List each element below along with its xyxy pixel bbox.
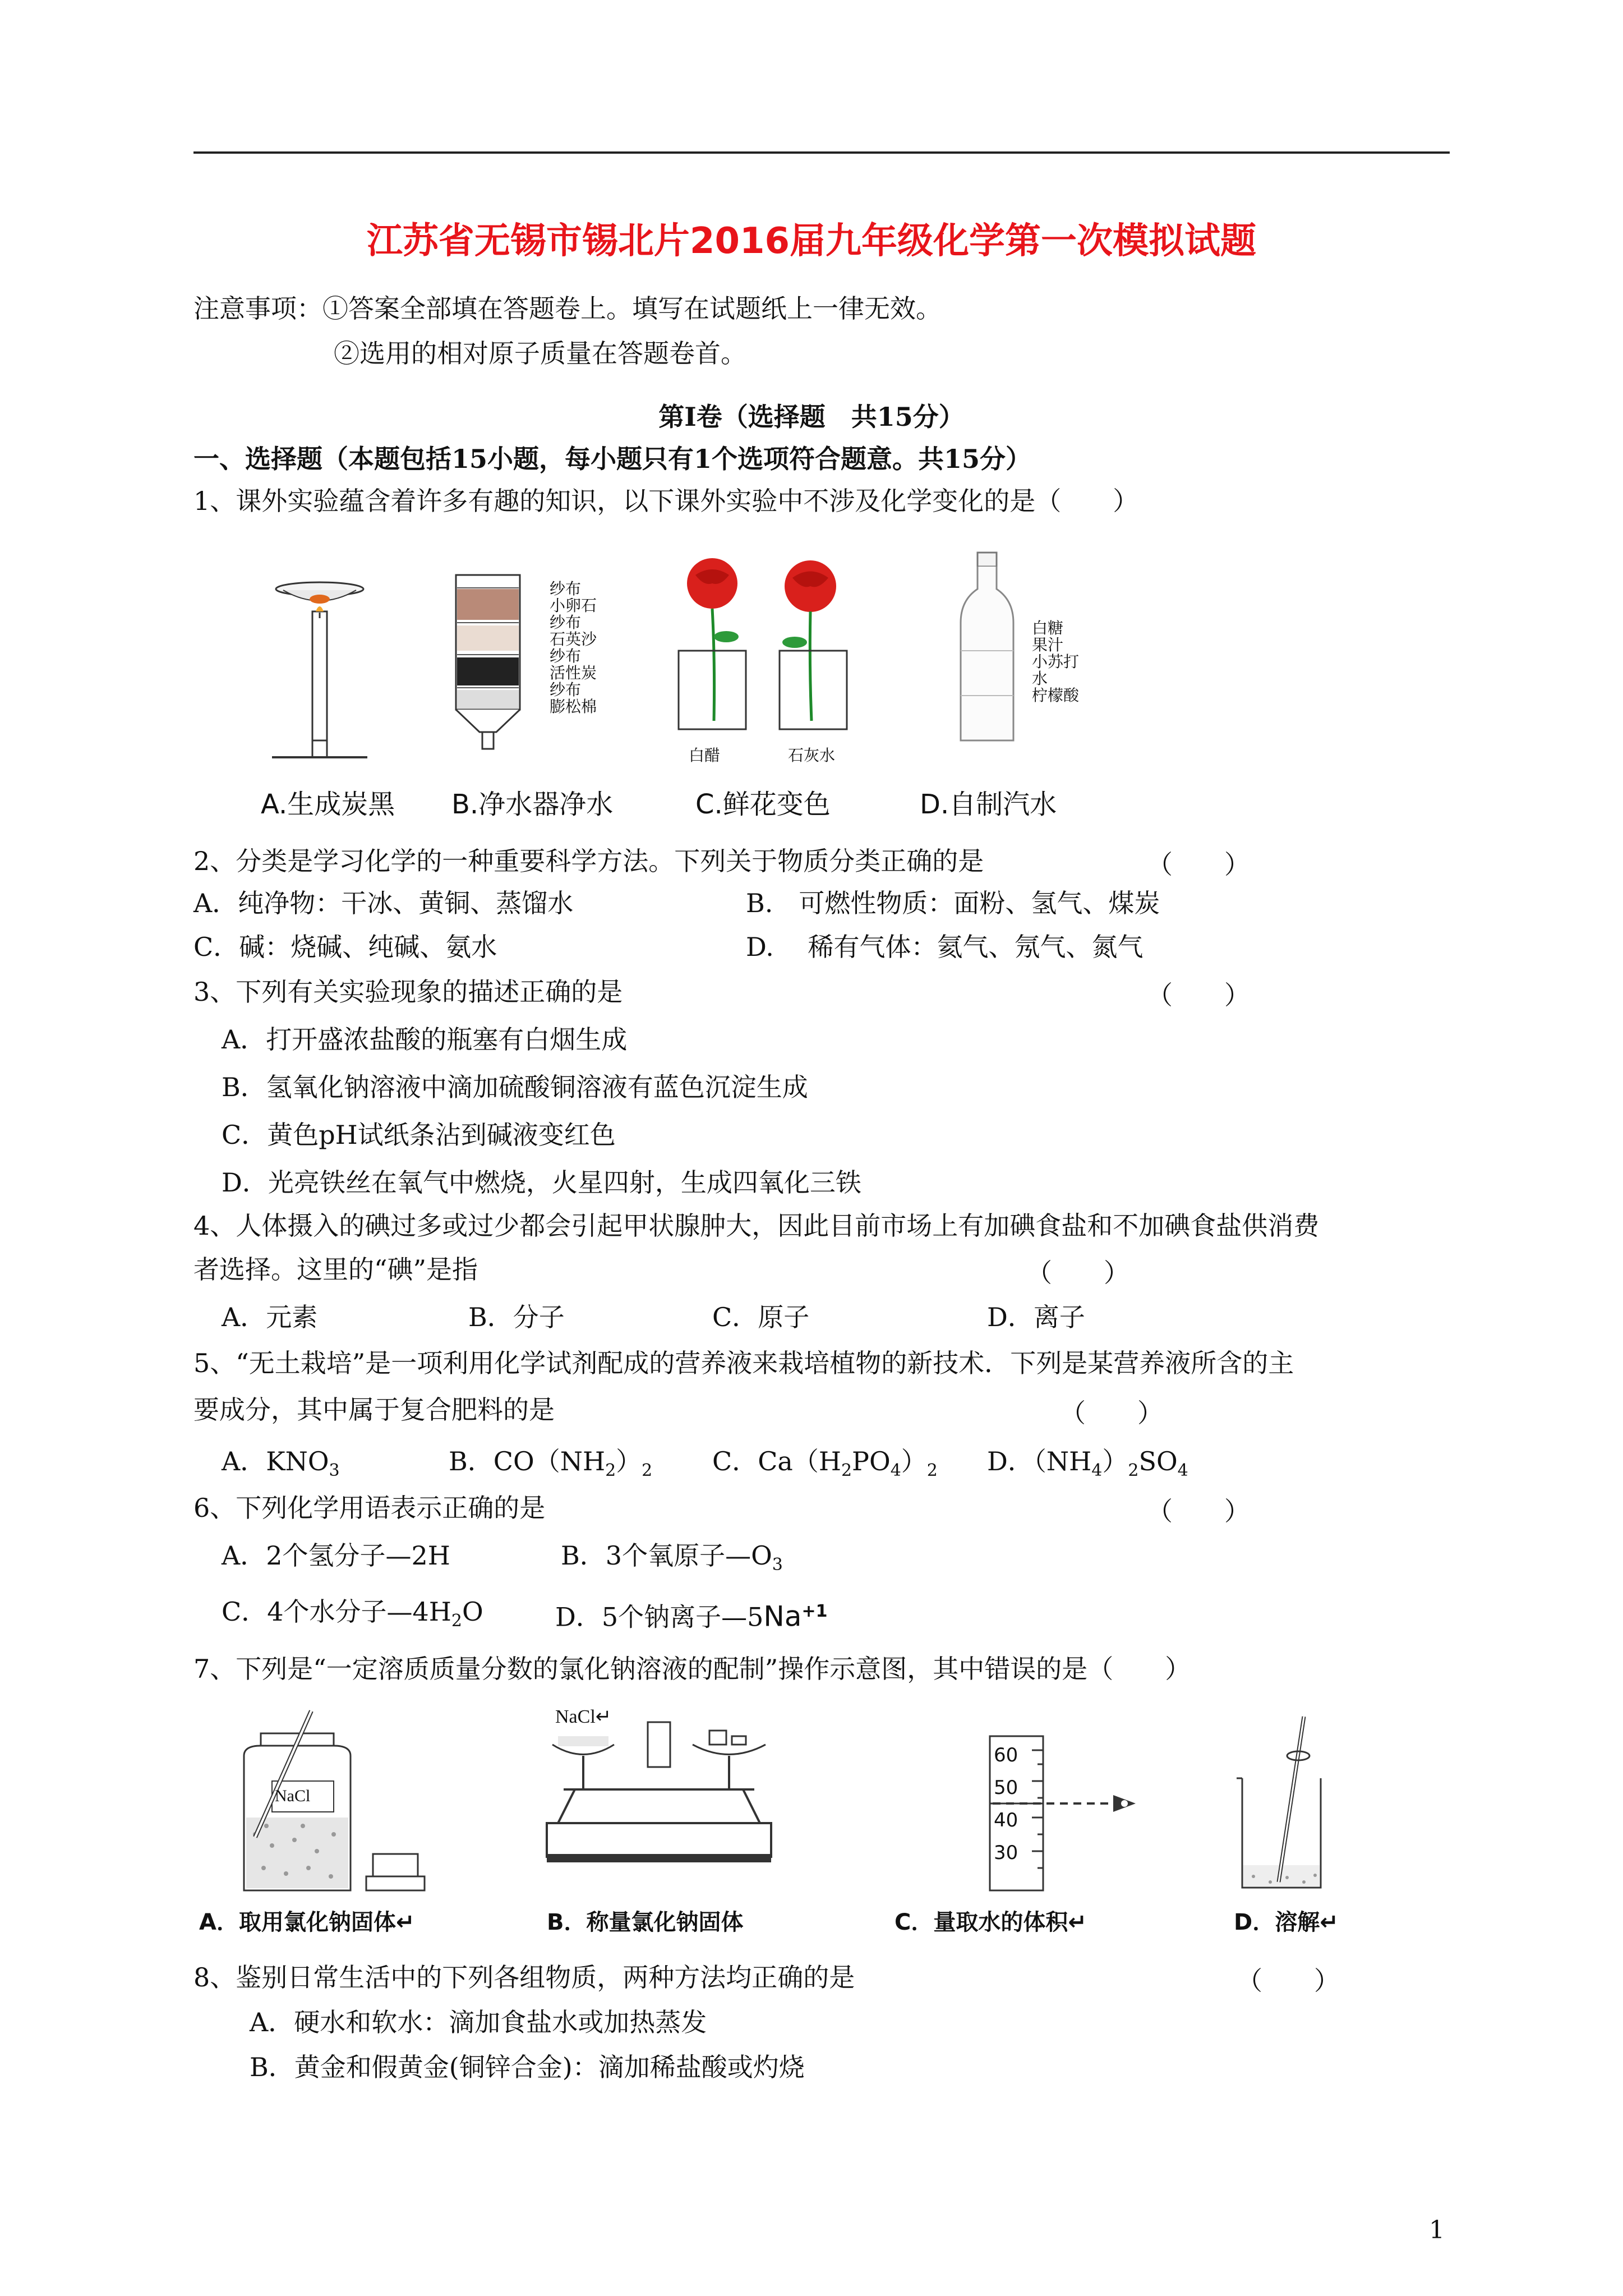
q5-d-mid-2: SO [1138,1446,1178,1476]
q5-c-text: C．Ca（H [712,1446,841,1476]
q5-option-d [987,1444,1188,1488]
notes-line-1 [193,292,942,325]
q2-option-d: D. 稀有气体：氦气、氖气、氮气 [746,932,1144,962]
q5-answer-paren: （ ） [1060,1398,1163,1428]
filter-layer-6: 活性炭 [550,664,597,682]
q7-caption-d: D．溶解↵ [1234,1910,1339,1935]
q6-option-a: A．2个氢分子—2H [222,1540,450,1571]
q7-cylinder-ticks [994,1739,1018,1869]
bottle-label-1: 白糖 [1032,619,1064,637]
q5-c-sub-3: 2 [926,1461,938,1481]
q6-stem: 6、下列化学用语表示正确的是 [193,1493,546,1523]
q7-figure-a-jar [233,1705,435,1896]
q4-answer-paren: （ ） [1026,1258,1129,1288]
part-title: 一、选择题（本题包括15小题，每小题只有1个选项符合题意。共15分） [193,444,1032,474]
q7-scale-label: NaCl↵ [555,1706,612,1727]
exam-title: 江苏省无锡市锡北片2016届九年级化学第一次模拟试题 [366,220,1257,262]
q6-c-sub: 2 [451,1611,462,1631]
bottle-label-4: 水 [1032,669,1048,688]
q4-stem-line-2: 者选择。这里的“碘”是指 [193,1254,478,1285]
tick-30: 30 [994,1842,1018,1864]
bottle-label-2: 果汁 [1032,636,1064,654]
q1-bottle-labels [1032,620,1079,704]
q5-b-text: B．CO（NH [449,1446,606,1476]
notes-label: 注意事项： [193,293,322,324]
filter-layer-2: 小卵石 [550,596,597,615]
q4-option-d: D．离子 [987,1302,1085,1332]
q1-figure-c-roses [670,553,861,738]
filter-layer-8: 膨松棉 [550,697,597,716]
filter-layer-3: 纱布 [550,613,582,632]
tick-50: 50 [994,1777,1018,1799]
q6-d-text: D．5个钠离子—5 [555,1602,764,1632]
q6-d-sup: +1 [801,1602,828,1621]
q1-filter-layer-labels [550,581,597,715]
q5-d-text: D．（NH [987,1446,1092,1476]
q5-d-sub-2: 2 [1128,1461,1139,1481]
q2-stem: 2、分类是学习化学的一种重要科学方法。下列关于物质分类正确的是 [193,846,984,876]
q7-figure-d-beaker [1225,1714,1338,1899]
q1-figure-a-candle [272,578,367,763]
q1-caption-b: B.净水器净水 [451,789,614,820]
q5-d-mid: ） [1102,1446,1128,1476]
q6-c-text: C．4个水分子—4H [222,1596,451,1627]
q6-b-text: B．3个氧原子—O [561,1540,772,1571]
q1-figure-d-bottle [956,550,1018,746]
q7-jar-label: NaCl [275,1787,311,1805]
q6-d-na: Na [763,1600,802,1633]
q8-stem: 8、鉴别日常生活中的下列各组物质，两种方法均正确的是 [193,1962,855,1993]
section-title: 第Ⅰ卷（选择题 共15分） [658,402,965,432]
q1-caption-a: A.生成炭黑 [261,789,395,820]
q1-stem: 1、课外实验蕴含着许多有趣的知识，以下课外实验中不涉及化学变化的是（ ） [193,486,1139,516]
q5-stem-line-2: 要成分，其中属于复合肥料的是 [193,1395,555,1425]
q4-option-b: B．分子 [468,1302,565,1332]
q1-caption-d: D.自制汽水 [920,789,1057,820]
q8-answer-paren: （ ） [1237,1966,1340,1996]
bottle-label-3: 小苏打 [1032,652,1080,671]
q7-caption-b: B．称量氯化钠固体 [547,1910,744,1935]
q5-option-c [712,1444,938,1488]
q5-c-sub-1: 2 [841,1461,852,1481]
q3-option-a: A．打开盛浓盐酸的瓶塞有白烟生成 [222,1024,628,1055]
q6-option-b [561,1539,783,1582]
q1-figure-b-filter [451,572,524,752]
q6-c-post: O [462,1596,483,1627]
q5-a-text: A．KNO [222,1446,329,1476]
q1-cup-label-2: 石灰水 [788,746,836,765]
filter-layer-4: 石英沙 [550,630,597,648]
q3-option-d: D．光亮铁丝在氧气中燃烧，火星四射，生成四氧化三铁 [222,1167,861,1198]
q3-option-b: B．氢氧化钠溶液中滴加硫酸铜溶液有蓝色沉淀生成 [222,1072,808,1102]
q5-option-a [222,1444,340,1488]
q1-caption-c: C.鲜花变色 [695,789,831,820]
q8-option-b: B．黄金和假黄金(铜锌合金)：滴加稀盐酸或灼烧 [250,2052,805,2082]
q4-option-a: A．元素 [222,1302,318,1332]
filter-layer-1: 纱布 [550,579,582,598]
q5-stem-line-1: 5、“无土栽培”是一项利用化学试剂配成的营养液来栽培植物的新技术．下列是某营养液所含的主 [193,1348,1294,1378]
q3-answer-paren: （ ） [1147,980,1250,1010]
q5-b-mid: ） [616,1446,642,1476]
q8-option-a: A．硬水和软水：滴加食盐水或加热蒸发 [250,2007,707,2037]
q6-b-sub: 3 [772,1555,783,1575]
q1-cup-label-1: 白醋 [689,746,721,765]
tick-60: 60 [994,1744,1018,1766]
q2-option-a: A．纯净物：干冰、黄铜、蒸馏水 [193,888,574,918]
q6-answer-paren: （ ） [1147,1496,1250,1526]
q5-a-sub: 3 [329,1461,340,1481]
q4-option-c: C．原子 [712,1302,810,1332]
filter-layer-7: 纱布 [550,680,582,699]
q7-caption-a: A．取用氯化钠固体↵ [199,1910,415,1935]
page-number: 1 [1429,2216,1445,2244]
q6-option-d [555,1595,827,1634]
q5-b-sub-2: 2 [642,1461,653,1481]
q7-caption-c: C．量取水的体积↵ [895,1910,1087,1935]
filter-layer-5: 纱布 [550,647,582,665]
q7-stem: 7、下列是“一定溶质质量分数的氯化钠溶液的配制”操作示意图，其中错误的是（ ） [193,1654,1191,1684]
q2-answer-paren: （ ） [1147,849,1250,880]
q5-b-sub-1: 2 [605,1461,616,1481]
q3-stem: 3、下列有关实验现象的描述正确的是 [193,977,623,1007]
q7-figure-b-balance [541,1711,810,1896]
q5-d-sub-1: 4 [1091,1461,1103,1481]
header-rule [193,151,1450,154]
q5-c-sub-2: 4 [890,1461,901,1481]
tick-40: 40 [994,1809,1018,1832]
q5-d-sub-3: 4 [1177,1461,1188,1481]
q5-c-mid-2: ） [901,1446,927,1476]
q6-option-c [222,1595,483,1638]
q5-option-b [449,1444,652,1488]
notes-item-1: ①答案全部填在答题卷上。填写在试题纸上一律无效。 [322,293,942,324]
q5-c-mid-1: PO [852,1446,891,1476]
bottle-label-5: 柠檬酸 [1032,686,1080,705]
q3-option-c: C．黄色pH试纸条沾到碱液变红色 [222,1120,616,1150]
notes-item-2: ②选用的相对原子质量在答题卷首。 [334,338,746,369]
q4-stem-line-1: 4、人体摄入的碘过多或过少都会引起甲状腺肿大，因此目前市场上有加碘食盐和不加碘食盐供消费 [193,1211,1320,1241]
q2-option-c: C．碱：烧碱、纯碱、氨水 [193,932,497,962]
q2-option-b: B. 可燃性物质：面粉、氢气、煤炭 [746,888,1160,918]
